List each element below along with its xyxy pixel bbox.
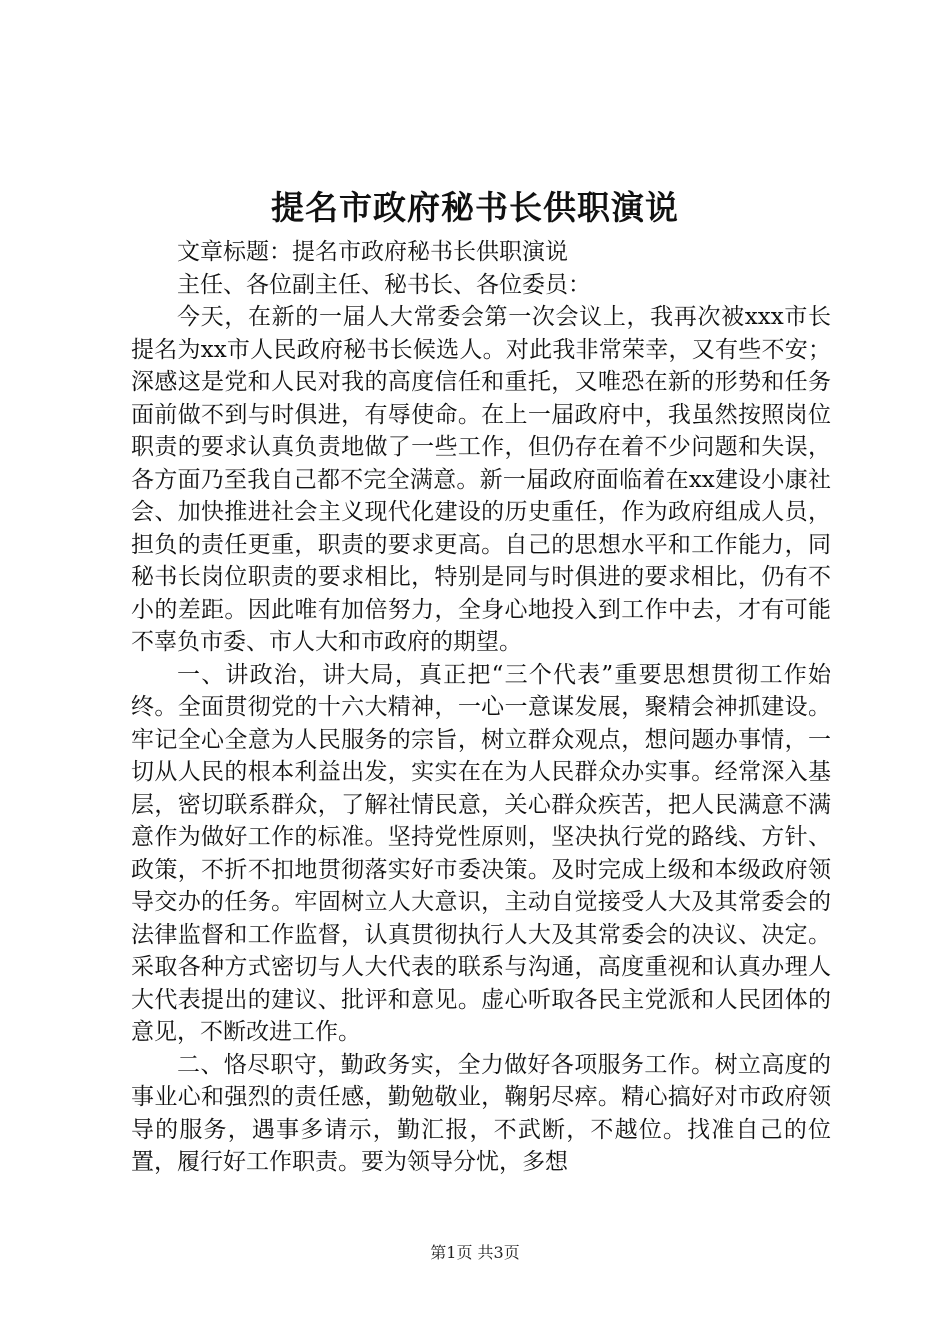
page-number-footer: 第1页 共3页 bbox=[430, 1243, 520, 1262]
document-body bbox=[131, 236, 831, 1179]
paragraph-point-two: 二、恪尽职守，勤政务实，全力做好各项服务工作。树立高度的事业心和强烈的责任感，勤勉敬业，鞠躬尽瘁。精心搞好对市政府领导的服务，遇事多请示，勤汇报，不武断，不越位。找准自己的位置，履行好工作职责。要为领导分忧，多想 bbox=[131, 1051, 831, 1175]
paragraph-point-one: 一、讲政治，讲大局，真正把“三个代表”重要思想贯彻工作始终。全面贯彻党的十六大精神，一心一意谋发展，聚精会神抓建设。牢记全心全意为人民服务的宗旨，树立群众观点，想问题办事情，一切从人民的根本利益出发，实实在在为人民群众办实事。经常深入基层，密切联系群众，了解社情民意，关心群众疾苦，把人民满意不满意作为做好工作的标准。坚持党性原则，坚决执行党的路线、方针、政策，不折不扣地贯彻落实好市委决策。及时完成上级和本级政府领导交办的任务。牢固树立人大意识，主动自觉接受人大及其常委会的法律监督和工作监督，认真贯彻执行人大及其常委会的决议、决定。采取各种方式密切与人大代表的联系与沟通，高度重视和认真办理人大代表提出的建议、批评和意见。虚心听取各民主党派和人民团体的意见，不断改进工作。 bbox=[131, 661, 831, 1045]
document-title: 提名市政府秘书长供职演说 bbox=[271, 188, 679, 227]
paragraph-article-heading: 文章标题：提名市政府秘书长供职演说 bbox=[177, 239, 568, 265]
paragraph-salutation: 主任、各位副主任、秘书长、各位委员： bbox=[177, 271, 591, 298]
paragraph-introduction: 今天，在新的一届人大常委会第一次会议上，我再次被xxx市长提名为xx市人民政府秘书长候选人。对此我非常荣幸，又有些不安；深感这是党和人民对我的高度信任和重托，又唯恐在新的形势和任务面前做不到与时俱进，有辱使命。在上一届政府中，我虽然按照岗位职责的要求认真负责地做了一些工作，但仍存在着不少问题和失误，各方面乃至我自己都不完全满意。新一届政府面临着在xx建设小康社会、加快推进社会主义现代化建设的历史重任，作为政府组成人员，担负的责任更重，职责的要求更高。自己的思想水平和工作能力，同秘书长岗位职责的要求相比，特别是同与时俱进的要求相比，仍有不小的差距。因此唯有加倍努力，全身心地投入到工作中去，才有可能不辜负市委、市人大和市政府的期望。 bbox=[131, 304, 831, 655]
